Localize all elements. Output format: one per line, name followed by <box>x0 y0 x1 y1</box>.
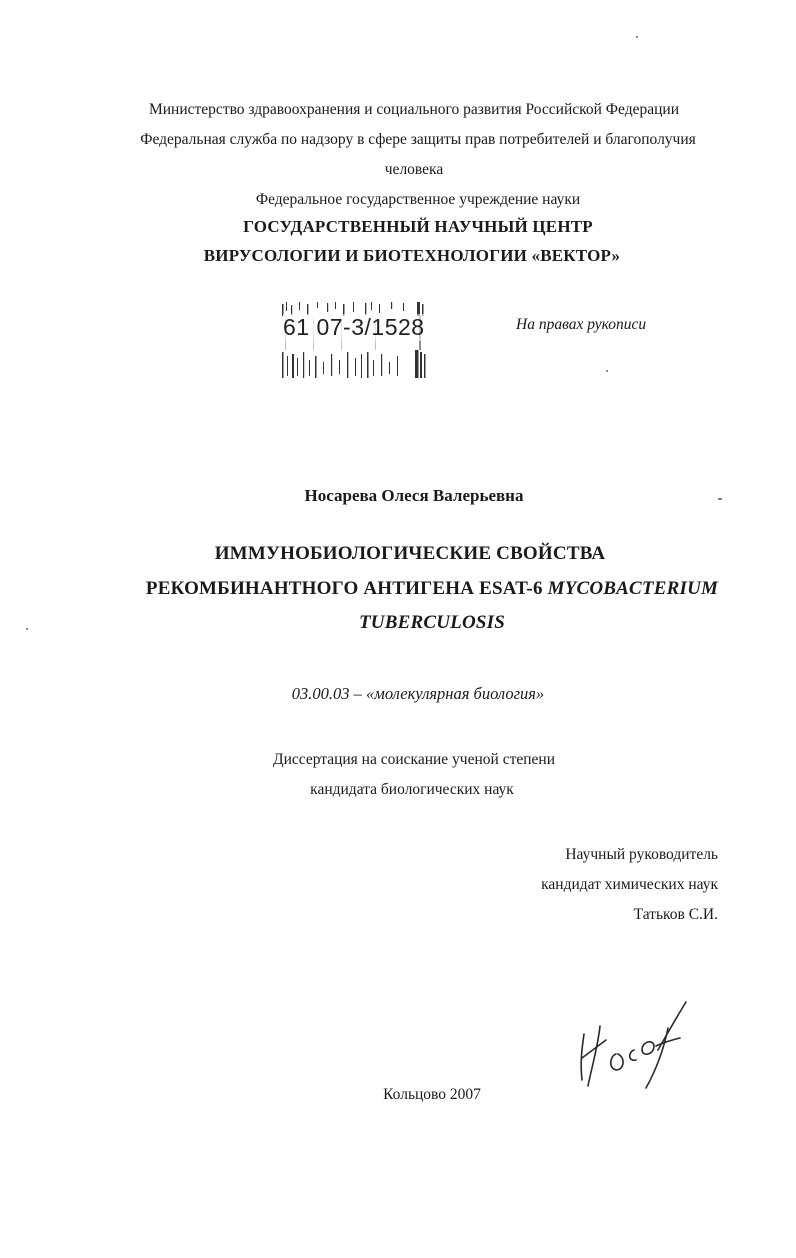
dissertation-line-2: кандидата биологических наук <box>310 781 514 798</box>
author-name: Носарева Олеся Валерьевна <box>304 486 524 505</box>
specialty-code: 03.00.03 – «молекулярная биология» <box>291 684 545 703</box>
title-line-1: ИММУНОБИОЛОГИЧЕСКИЕ СВОЙСТВА <box>214 543 606 564</box>
center-name-line-2: ВИРУСОЛОГИИ И БИОТЕХНОЛОГИИ «ВЕКТОР» <box>203 246 621 265</box>
library-stamp <box>279 302 435 380</box>
service-line-1: Федеральная служба по надзору в сфере защиты прав потребителей и благополучия <box>140 131 696 148</box>
center-name-line-1: ГОСУДАРСТВЕННЫЙ НАУЧНЫЙ ЦЕНТР <box>243 217 593 236</box>
title-line-2-italic: MYCOBACTERIUM <box>547 578 719 599</box>
title-line-2-plain: РЕКОМБИНАНТНОГО АНТИГЕНА ESAT-6 <box>145 578 548 599</box>
title-line-2 <box>34 578 796 600</box>
stamp-number: 61 07-3/1528 <box>283 314 425 340</box>
institution-line: Федеральное государственное учреждение науки <box>255 191 581 208</box>
scan-speck <box>636 36 638 38</box>
place-and-year: Кольцово 2007 <box>383 1086 481 1103</box>
dissertation-line-1: Диссертация на соискание ученой степени <box>273 751 555 768</box>
service-line-2: человека <box>384 161 444 178</box>
scan-speck <box>26 628 28 630</box>
ministry-line: Министерство здравоохранения и социального развития Российской Федерации <box>148 101 680 118</box>
supervisor-name: Татьков С.И. <box>633 906 718 923</box>
title-line-3: TUBERCULOSIS <box>359 612 505 633</box>
scan-speck <box>606 370 608 372</box>
supervisor-role: Научный руководитель <box>565 846 718 863</box>
scan-speck <box>718 498 722 500</box>
manuscript-rights: На правах рукописи <box>516 316 647 333</box>
supervisor-degree: кандидат химических наук <box>541 876 718 893</box>
signature-icon <box>576 996 696 1092</box>
